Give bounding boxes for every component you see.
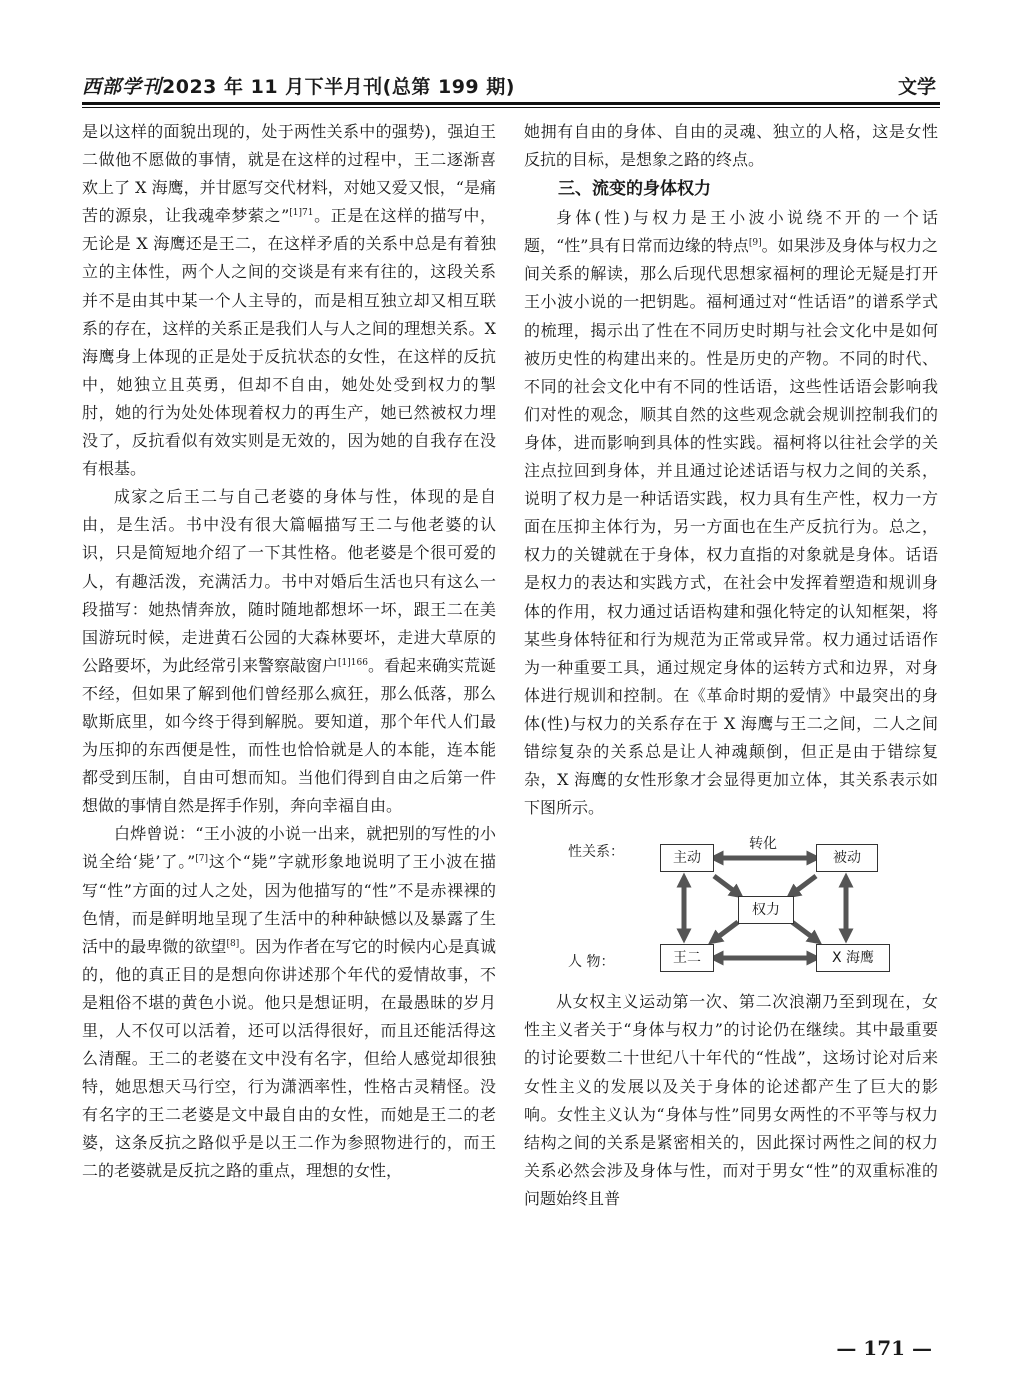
arrow-power-haiying: [792, 922, 816, 940]
right-paragraph-1: 她拥有自由的身体、自由的灵魂、独立的人格，这是女性反抗的目标，是想象之路的终点。: [524, 122, 938, 170]
text-run: 成家之后王二与自己老婆的身体与性，体现的是自由，是生活。书中没有很大篇幅描写王二与他老婆的认识，只是简短地介绍了一下其性格。他老婆是个很可爱的人，有趣活泼，充满活力。书中对婚后生活也只有这么一段描写：她热情奔放，随时随地都想坏一坏，跟王二在美国游玩时候，走进黄石公园的大森林要坏，走进大草原的公路要坏，为此经常引来警察敲窗户: [82, 487, 496, 675]
journal-title: [82, 72, 515, 99]
page-number: — 171 —: [836, 1336, 932, 1360]
journal-issue: 2023 年 11 月下半月刊(总第 199 期): [162, 76, 515, 98]
box-passive: 被动: [816, 844, 878, 872]
header-rule-thin: [82, 107, 940, 108]
left-paragraph-1: [82, 118, 496, 483]
text-run: 。正是在这样的描写中，无论是 X 海鹰还是王二，在这样矛盾的关系中总是有着独立的主体性，两个人之间的交谈是有来有往的，这段关系并不是由其中某一个人主导的，而是相互独立却又相互联系的存在，这样的关系正是我们人与人之间的理想关系。X 海鹰身上体现的正是处于反抗状态的女性，在这样的反抗中，她独立且英勇，但却不自由，她处处受到权力的掣肘，她的行为处处体现着权力的再生产，她已然被权力埋没了，反抗看似有效实则是无效的，因为她的自我存在没有根基。: [82, 206, 496, 479]
box-wang-er: 王二: [660, 944, 714, 972]
arrow-active-power: [714, 876, 738, 894]
text-run: 。如果涉及身体与权力之间关系的解读，那么后现代思想家福柯的理论无疑是打开王小波小说的一把钥匙。福柯通过对“性话语”的谱系学式的梳理，揭示出了性在不同历史时期与社会文化中是如何被历史性的构建出来的。性是历史的产物。不同的时代、不同的社会文化中有不同的性话语，这些性话语会影响我们对性的观念，顺其自然的这些观念就会规训控制我们的身体，进而影响到具体的性实践。福柯将以往社会学的关注点拉回到身体，并且通过论述话语与权力之间的关系，说明了权力是一种话语实践，权力具有生产性，权力一方面在压抑主体行为，另一方面也在生产反抗行为。总之，权力的关键就在于身体，权力直指的对象就是身体。话语是权力的表达和实践方式，在社会中发挥着塑造和规训身体的作用，权力通过话语构建和强化特定的认知框架，将某些身体特征和行为规范为正常或异常。权力通过话语作为一种重要工具，通过规定身体的运转方式和边界，对身体进行规训和控制。在《革命时期的爱情》中最突出的身体(性)与权力的关系存在于 X 海鹰与王二之间，二人之间错综复杂的关系总是让人神魂颠倒，但正是由于错综复杂，X 海鹰的女性形象才会显得更加立体，其关系表示如下图所示。: [524, 236, 938, 818]
journal-logo: 西部学刊: [82, 76, 163, 98]
box-x-haiying: X 海鹰: [816, 944, 890, 972]
label-transform: 转化: [749, 836, 777, 853]
citation: [7]: [195, 854, 209, 865]
right-paragraph-2: [524, 204, 938, 822]
header-rule-thick: [82, 102, 940, 105]
power-relation-diagram: [524, 830, 938, 980]
text-run: 。因为作者在写它的时候内心是真诚的，他的真正目的是想向你讲述那个年代的爱情故事，不是粗俗不堪的黄色小说。他只是想证明，在最愚昧的岁月里，人不仅可以活着，还可以活得很好，而且还能活得这么清醒。王二的老婆在文中没有名字，但给人感觉却很独特，她思想天马行空，行为潇洒率性，性格古灵精怪。没有名字的王二老婆是文中最自由的女性，而她是王二的老婆，这条反抗之路似乎是以王二作为参照物进行的，而王二的老婆就是反抗之路的重点，理想的女性，: [82, 936, 496, 1181]
text-run: 这个“毙”字就形象地说明了王小波在描写“性”方面的过人之处，因为他描写的“性”不是赤裸裸的色情，而是鲜明地呈现了生活中的种种缺憾以及暴露了生活中的最卑微的欲望: [82, 852, 496, 956]
text-run: 是以这样的面貌出现的，处于两性关系中的强势)，强迫王二做他不愿做的事情，就是在这样的过程中，王二逐渐喜欢上了 X 海鹰，并甘愿写交代材料，对她又爱又恨，“是痛苦的源泉，让我魂牵梦萦之”: [82, 122, 496, 226]
citation: [9]: [748, 238, 762, 249]
citation: [1]71: [289, 208, 314, 219]
page-header: [82, 64, 940, 104]
box-power: 权力: [738, 896, 794, 924]
section-tag: 文学: [897, 76, 936, 98]
left-paragraph-2: [82, 483, 496, 820]
text-run: 白烨曾说：“王小波的小说一出来，就把别的写性的小说全给‘毙’了。”: [82, 824, 496, 872]
arrow-passive-power: [792, 876, 816, 894]
citation: [1]166: [338, 657, 368, 668]
right-column: [524, 118, 938, 1213]
box-active: 主动: [660, 844, 714, 872]
label-person: 人 物：: [568, 954, 615, 971]
arrow-power-wang: [714, 922, 738, 940]
citation: [8]: [226, 938, 240, 949]
text-run: 。看起来确实荒诞不经，但如果了解到他们曾经那么疯狂，那么低落，那么歇斯底里，如今终于得到解脱。要知道，那个年代人们最为压抑的东西便是性，而性也恰恰就是人的本能，连本能都受到压制，自由可想而知。当他们得到自由之后第一件想做的事情自然是挥手作别，奔向幸福自由。: [82, 655, 496, 816]
right-paragraph-3: 从女权主义运动第一次、第二次浪潮乃至到现在，女性主义者关于“身体与权力”的讨论仍在继续。其中最重要的讨论要数二十世纪八十年代的“性战”，这场讨论对后来女性主义的发展以及关于身体的论述都产生了巨大的影响。女性主义认为“身体与性”同男女两性的不平等与权力结构之间的关系是紧密相关的，因此探讨两性之间的权力关系必然会涉及身体与性，而对于男女“性”的双重标准的问题始终且普: [524, 992, 938, 1208]
left-column: [82, 118, 496, 1186]
section-heading: 三、流变的身体权力: [558, 179, 711, 200]
text-run: 身体(性)与权力是王小波小说绕不开的一个话题，“性”具有日常而边缘的特点: [524, 208, 938, 256]
left-paragraph-3: [82, 820, 496, 1185]
label-sex-relation: 性关系：: [568, 844, 624, 861]
